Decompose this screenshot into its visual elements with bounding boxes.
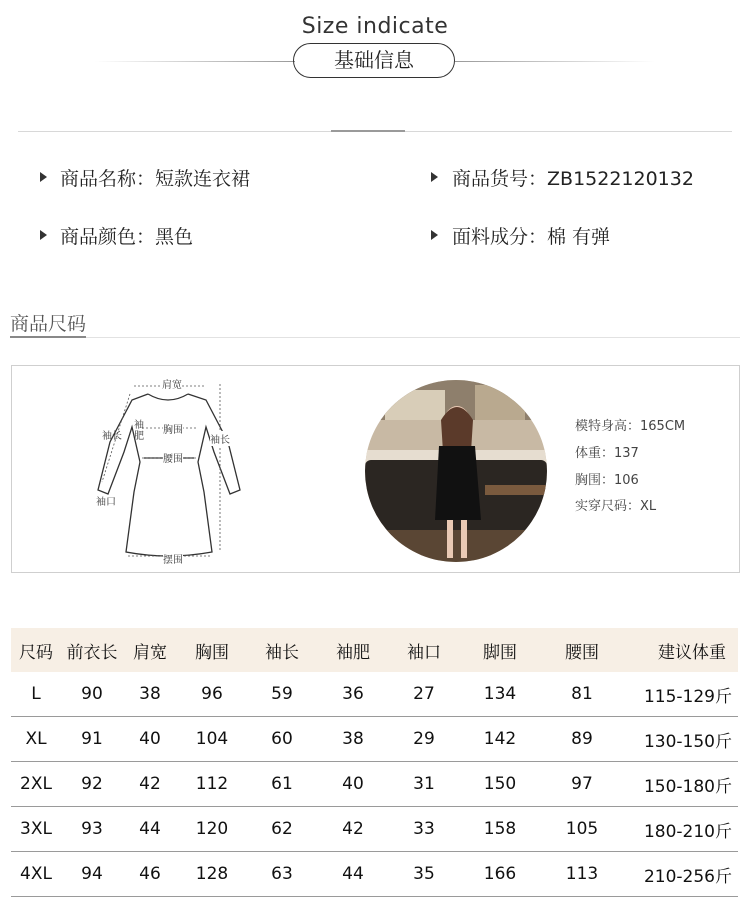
table-cell: 130-150斤 [623,717,738,762]
bullet-icon [40,172,47,182]
table-cell: 63 [247,852,317,897]
table-cell: 112 [177,762,247,807]
table-cell: 97 [541,762,623,807]
info-label: 商品货号： [452,168,548,190]
table-cell: 46 [123,852,177,897]
table-cell: 2XL [11,762,61,807]
model-label: 模特身高： [575,419,641,434]
model-label: 实穿尺码： [575,499,641,514]
table-header-cell: 袖肥 [317,628,389,672]
table-cell: 38 [123,672,177,717]
table-cell: 33 [389,807,459,852]
bullet-icon [431,230,438,240]
bullet-icon [40,230,47,240]
table-header-cell: 袖口 [389,628,459,672]
section-divider [86,337,740,338]
table-cell: 89 [541,717,623,762]
diagram-label-shoulder: 肩宽 [162,376,182,391]
table-cell: 113 [541,852,623,897]
model-photo-image [365,380,547,562]
diagram-label-sleeve-length-right: 袖长 [210,431,230,446]
model-label: 胸围： [575,473,615,488]
table-cell: 166 [459,852,541,897]
table-cell: 128 [177,852,247,897]
header-title-badge: 基础信息 [293,43,455,78]
table-cell: 42 [317,807,389,852]
table-cell: 93 [61,807,123,852]
divider-mark [331,130,405,132]
table-header-cell: 脚围 [459,628,541,672]
table-cell: 61 [247,762,317,807]
table-row [11,852,738,897]
table-cell: 120 [177,807,247,852]
table-cell: 92 [61,762,123,807]
table-cell: 44 [317,852,389,897]
info-value: 黑色 [155,226,194,248]
diagram-label-waist: 腰围 [163,450,183,465]
table-cell: 104 [177,717,247,762]
info-value: ZB1522120132 [547,168,694,190]
info-item-sku [452,164,694,191]
diagram-label-cuff: 袖口 [96,497,116,508]
table-cell: 150 [459,762,541,807]
table-row [11,672,738,717]
table-cell: 38 [317,717,389,762]
table-cell: 142 [459,717,541,762]
table-cell: 62 [247,807,317,852]
model-weight [575,442,639,461]
model-photo [365,380,547,562]
table-cell: 158 [459,807,541,852]
dress-diagram-icon [90,372,250,568]
table-row [11,807,738,852]
table-header-cell: 建议体重 [623,628,738,672]
table-header-cell: 前衣长 [61,628,123,672]
table-cell: 40 [317,762,389,807]
info-item-name [60,164,250,191]
diagram-label-hem: 摆围 [163,551,183,566]
table-cell: 81 [541,672,623,717]
table-header-cell: 胸围 [177,628,247,672]
table-cell: XL [11,717,61,762]
table-cell: 44 [123,807,177,852]
table-header-cell: 袖长 [247,628,317,672]
table-cell: L [11,672,61,717]
table-cell: 4XL [11,852,61,897]
table-cell: 134 [459,672,541,717]
table-cell: 27 [389,672,459,717]
diagram-label-chest: 胸围 [163,421,183,436]
size-table [11,628,738,897]
model-value: 165CM [640,419,686,434]
header-title-en: Size indicate [301,14,449,39]
table-cell: 60 [247,717,317,762]
table-cell: 180-210斤 [623,807,738,852]
info-item-fabric [452,222,610,249]
table-cell: 40 [123,717,177,762]
info-label: 商品颜色： [60,226,156,248]
table-cell: 42 [123,762,177,807]
table-cell: 59 [247,672,317,717]
section-title: 商品尺码 [10,313,87,335]
bullet-icon [431,172,438,182]
table-cell: 105 [541,807,623,852]
table-cell: 150-180斤 [623,762,738,807]
table-row [11,717,738,762]
model-label: 体重： [575,446,615,461]
model-value: 137 [614,446,639,461]
diagram-label-sleeve-width: 袖肥 [134,420,144,442]
info-value: 短款连衣裙 [155,168,251,190]
header-line-left [95,61,295,62]
table-cell: 96 [177,672,247,717]
info-item-color [60,222,193,249]
table-cell: 29 [389,717,459,762]
table-header-cell: 肩宽 [123,628,177,672]
table-cell: 91 [61,717,123,762]
section-underline [10,336,86,338]
table-header-cell: 尺码 [11,628,61,672]
table-cell: 36 [317,672,389,717]
table-header-row [11,628,738,672]
info-label: 面料成分： [452,226,548,248]
table-cell: 210-256斤 [623,852,738,897]
table-cell: 3XL [11,807,61,852]
diagram-label-sleeve-length: 袖长 [102,431,122,442]
table-cell: 90 [61,672,123,717]
model-value: XL [640,499,657,514]
table-cell: 35 [389,852,459,897]
table-header-cell: 腰围 [541,628,623,672]
info-value: 棉 有弹 [547,226,611,248]
header-line-right [455,61,655,62]
info-label: 商品名称： [60,168,156,190]
table-row [11,762,738,807]
model-value: 106 [614,473,639,488]
table-cell: 94 [61,852,123,897]
table-cell: 115-129斤 [623,672,738,717]
model-size [575,495,656,514]
table-cell: 31 [389,762,459,807]
model-height [575,415,685,434]
model-chest [575,469,639,488]
